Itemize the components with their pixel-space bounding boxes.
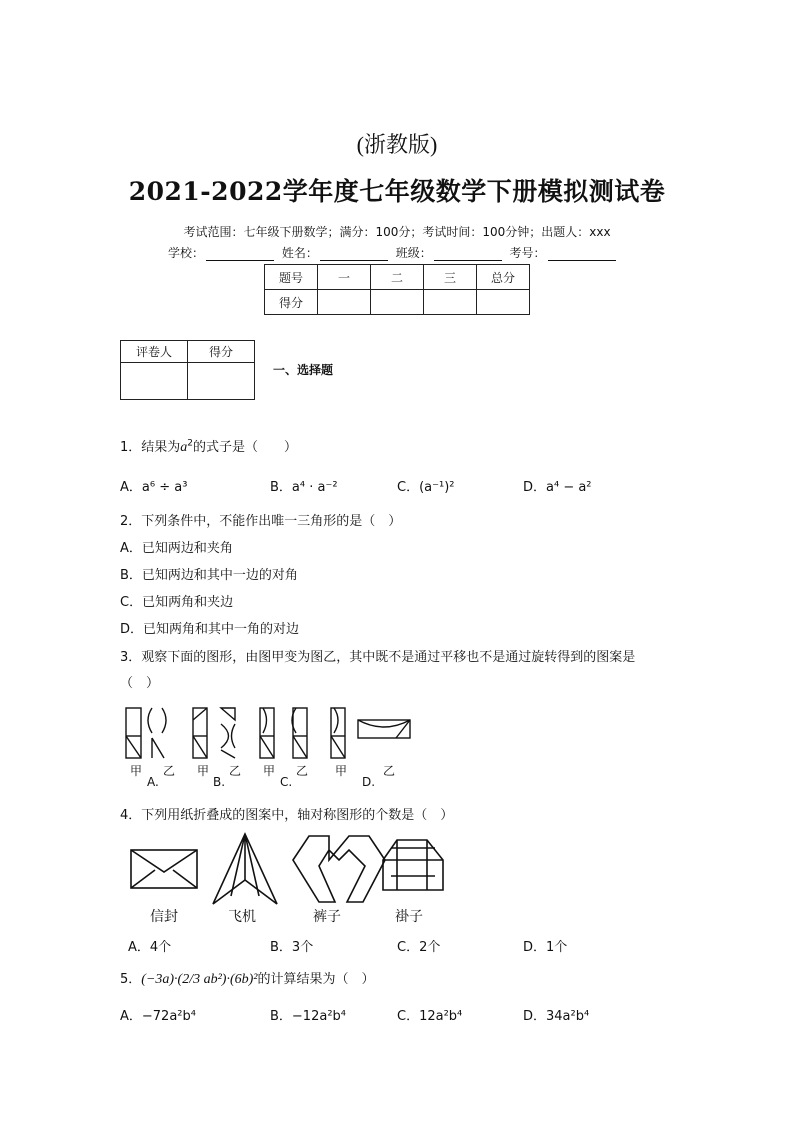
q1-math: a xyxy=(180,440,188,455)
q5-option-c[interactable]: C．12a²b⁴ xyxy=(397,1009,463,1024)
exam-info: 考试范围：七年级下册数学；满分：100分；考试时间：100分钟；出题人：xxx xyxy=(183,225,611,239)
q1-option-d[interactable]: D．a⁴ − a² xyxy=(523,480,592,495)
score-cell[interactable] xyxy=(424,290,477,315)
question-4: 4．下列用纸折叠成的图案中，轴对称图形的个数是（ ） xyxy=(120,808,454,823)
q4-option-a[interactable]: A．4个 xyxy=(128,940,172,955)
score-cell[interactable] xyxy=(371,290,424,315)
q5-option-d[interactable]: D．34a²b⁴ xyxy=(523,1009,590,1024)
question-3: 3．观察下面的图形，由图甲变为图乙，其中既不是通过平移也不是通过旋转得到的图案是 xyxy=(120,650,636,665)
q3-figure-c xyxy=(260,708,307,758)
q2-option-d[interactable]: D．已知两角和其中一角的对边 xyxy=(120,622,300,637)
score-header: 总分 xyxy=(477,265,530,290)
q3-label: 甲 xyxy=(263,764,276,778)
q3-label: 甲 xyxy=(130,764,143,778)
field-school-label: 学校： xyxy=(168,246,205,260)
score-header: 二 xyxy=(371,265,424,290)
q2-option-c[interactable]: C．已知两角和夹边 xyxy=(120,595,234,610)
field-class-line[interactable] xyxy=(434,248,502,261)
q4-caption: 褂子 xyxy=(395,909,423,925)
q5-stem-post: 的计算结果为（ ） xyxy=(257,972,375,987)
score-header: 题号 xyxy=(265,265,318,290)
q4-caption: 裤子 xyxy=(313,909,341,925)
q3-option-c[interactable]: C. xyxy=(280,775,293,789)
q5-option-b[interactable]: B．−12a²b⁴ xyxy=(270,1009,346,1024)
q4-option-c[interactable]: C．2个 xyxy=(397,940,441,955)
score-header: 三 xyxy=(424,265,477,290)
envelope-icon xyxy=(131,850,197,888)
exam-title: 2021-2022学年度七年级数学下册模拟测试卷 xyxy=(128,177,666,206)
jacket-icon xyxy=(383,840,443,890)
q3-option-d[interactable]: D. xyxy=(362,775,376,789)
score-header: 一 xyxy=(318,265,371,290)
grader-cell[interactable] xyxy=(121,363,188,400)
q3-figure xyxy=(120,700,420,762)
q4-option-b[interactable]: B．3个 xyxy=(270,940,314,955)
q1-sup: 2 xyxy=(187,438,194,449)
q3-label: 乙 xyxy=(163,764,176,778)
score-table xyxy=(264,264,530,315)
student-fields xyxy=(168,244,620,261)
q1-option-b[interactable]: B．a⁴ · a⁻² xyxy=(270,480,338,495)
q1-stem-pre: 1．结果为 xyxy=(120,440,181,455)
q4-figure xyxy=(125,830,455,910)
field-id-line[interactable] xyxy=(548,248,616,261)
section-heading: 一、选择题 xyxy=(273,363,334,377)
grader-header: 评卷人 xyxy=(121,341,188,363)
q4-caption: 信封 xyxy=(150,909,178,925)
q4-caption: 飞机 xyxy=(228,909,256,925)
q3-figure-a xyxy=(126,708,166,758)
q1-option-a[interactable]: A．a⁶ ÷ a³ xyxy=(120,480,188,495)
grader-table xyxy=(120,340,255,400)
field-name-line[interactable] xyxy=(320,248,388,261)
q1-stem-post: 的式子是（ ） xyxy=(193,440,298,455)
score-cell[interactable] xyxy=(318,290,371,315)
q1-option-c[interactable]: C．(a⁻¹)² xyxy=(397,480,455,495)
edition-subtitle: (浙教版) xyxy=(356,132,438,157)
q2-option-b[interactable]: B．已知两边和其中一边的对角 xyxy=(120,568,298,583)
field-school-line[interactable] xyxy=(206,248,274,261)
question-1 xyxy=(120,436,297,456)
grader-header: 得分 xyxy=(188,341,255,363)
paper-plane-icon xyxy=(213,834,277,904)
q3-figure-b xyxy=(193,708,235,758)
score-row-label: 得分 xyxy=(265,290,318,315)
q4-option-d[interactable]: D．1个 xyxy=(523,940,568,955)
question-3-bracket: （ ） xyxy=(120,676,160,691)
field-name-label: 姓名： xyxy=(281,246,318,260)
q5-option-a[interactable]: A．−72a²b⁴ xyxy=(120,1009,196,1024)
q3-label: 甲 xyxy=(197,764,210,778)
q3-label: 乙 xyxy=(296,764,309,778)
question-2: 2．下列条件中，不能作出唯一三角形的是（ ） xyxy=(120,514,402,529)
question-5 xyxy=(120,968,375,988)
q3-option-b[interactable]: B. xyxy=(213,775,226,789)
q3-figure-d xyxy=(331,708,410,758)
q3-label: 乙 xyxy=(383,764,396,778)
pants-icon xyxy=(293,836,385,902)
q2-option-a[interactable]: A．已知两边和夹角 xyxy=(120,541,233,556)
q5-stem-pre: 5． xyxy=(120,972,142,987)
grader-cell[interactable] xyxy=(188,363,255,400)
q3-label: 乙 xyxy=(229,764,242,778)
q3-label: 甲 xyxy=(335,764,348,778)
q5-expression: (−3a)·(2/3 ab²)·(6b)² xyxy=(141,972,258,987)
field-id-label: 考号： xyxy=(509,246,546,260)
q3-option-a[interactable]: A. xyxy=(147,775,159,789)
score-cell[interactable] xyxy=(477,290,530,315)
field-class-label: 班级： xyxy=(395,246,432,260)
